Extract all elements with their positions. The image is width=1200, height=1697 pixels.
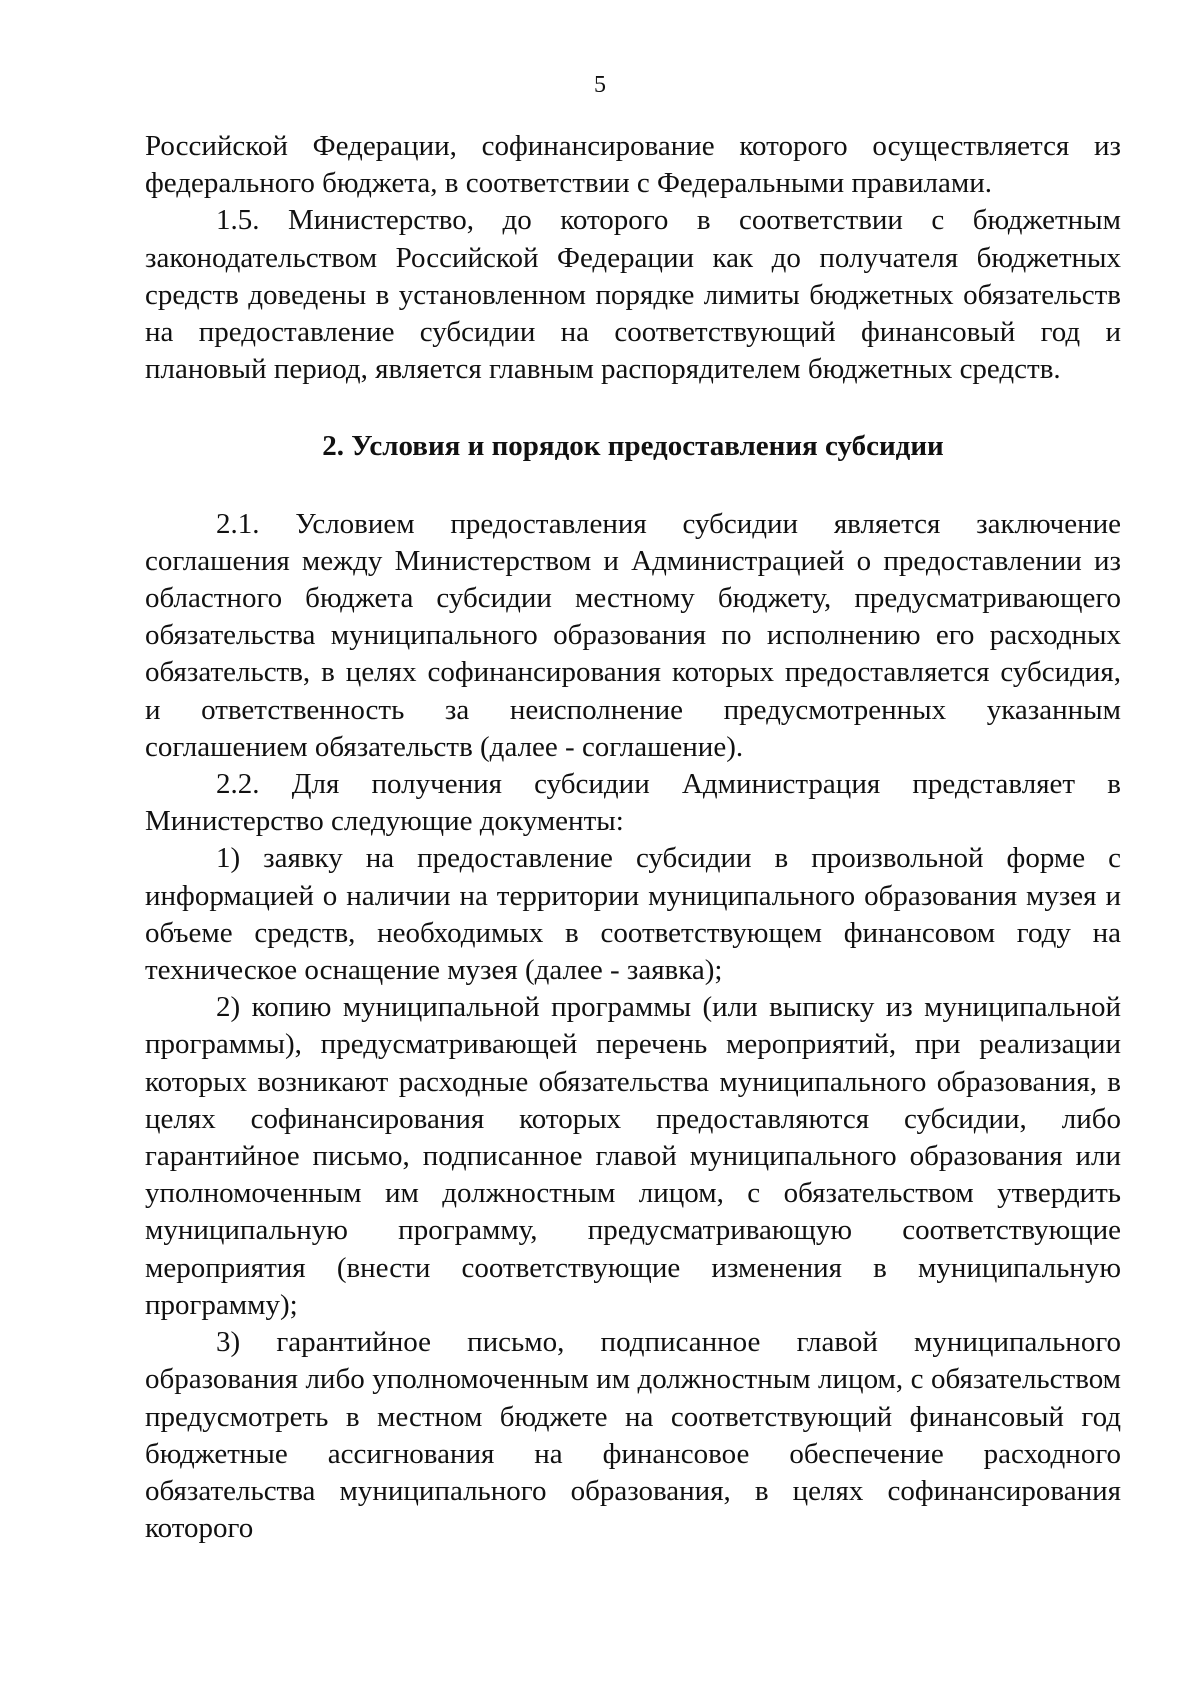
- list-item-2: 2) копию муниципальной программы (или выписку из муниципальной программы), предусматривающей перечень мероприятий, при реализации которых возникают расходные обязательства муниципального образования, в целях софинансирования которых предоставляются субсидии, либо гарантийное письмо, подписанное главой муниципального образования или уполномоченным им должностным лицом, с обязательством утвердить муниципальную программу, предусматривающую соответствующие мероприятия (внести соответствующие изменения в муниципальную программу);: [145, 991, 1121, 1321]
- paragraph-2-1: 2.1. Условием предоставления субсидии является заключение соглашения между Министерством и Администрацией о предоставлении из областного бюджета субсидии местному бюджету, предусматривающего обязательства муниципального образования по исполнению его расходных обязательств, в целях софинансирования которых предоставляется субсидия, и ответственность за неисполнение предусмотренных указанным соглашением обязательств (далее - соглашение).: [145, 507, 1121, 763]
- document-body: [145, 128, 1121, 1547]
- paragraph-2-2: 2.2. Для получения субсидии Администрация представляет в Министерство следующие документы:: [145, 768, 1121, 838]
- paragraph-1-5: 1.5. Министерство, до которого в соответствии с бюджетным законодательством Российской Федерации как до получателя бюджетных средств доведены в установленном порядке лимиты бюджетных обязательств на предоставление субсидии на соответствующий финансовый год и плановый период, является главным распорядителем бюджетных средств.: [145, 204, 1121, 386]
- section-heading: 2. Условия и порядок предоставления субсидии: [322, 430, 944, 463]
- list-item-3: 3) гарантийное письмо, подписанное главой муниципального образования либо уполномоченным им должностным лицом, с обязательством предусмотреть в местном бюджете на соответствующий финансовый год бюджетные ассигнования на финансовое обеспечение расходного обязательства муниципального образования, в целях софинансирования которого: [145, 1326, 1121, 1545]
- list-item-1: 1) заявку на предоставление субсидии в произвольной форме с информацией о наличии на территории муниципального образования музея и объеме средств, необходимых в соответствующем финансовом году на техническое оснащение музея (далее - заявка);: [145, 842, 1121, 987]
- paragraph-continuation: Российской Федерации, софинансирование которого осуществляется из федерального бюджета, в соответствии с Федеральными правилами.: [145, 130, 1121, 200]
- page-number: 5: [594, 72, 606, 98]
